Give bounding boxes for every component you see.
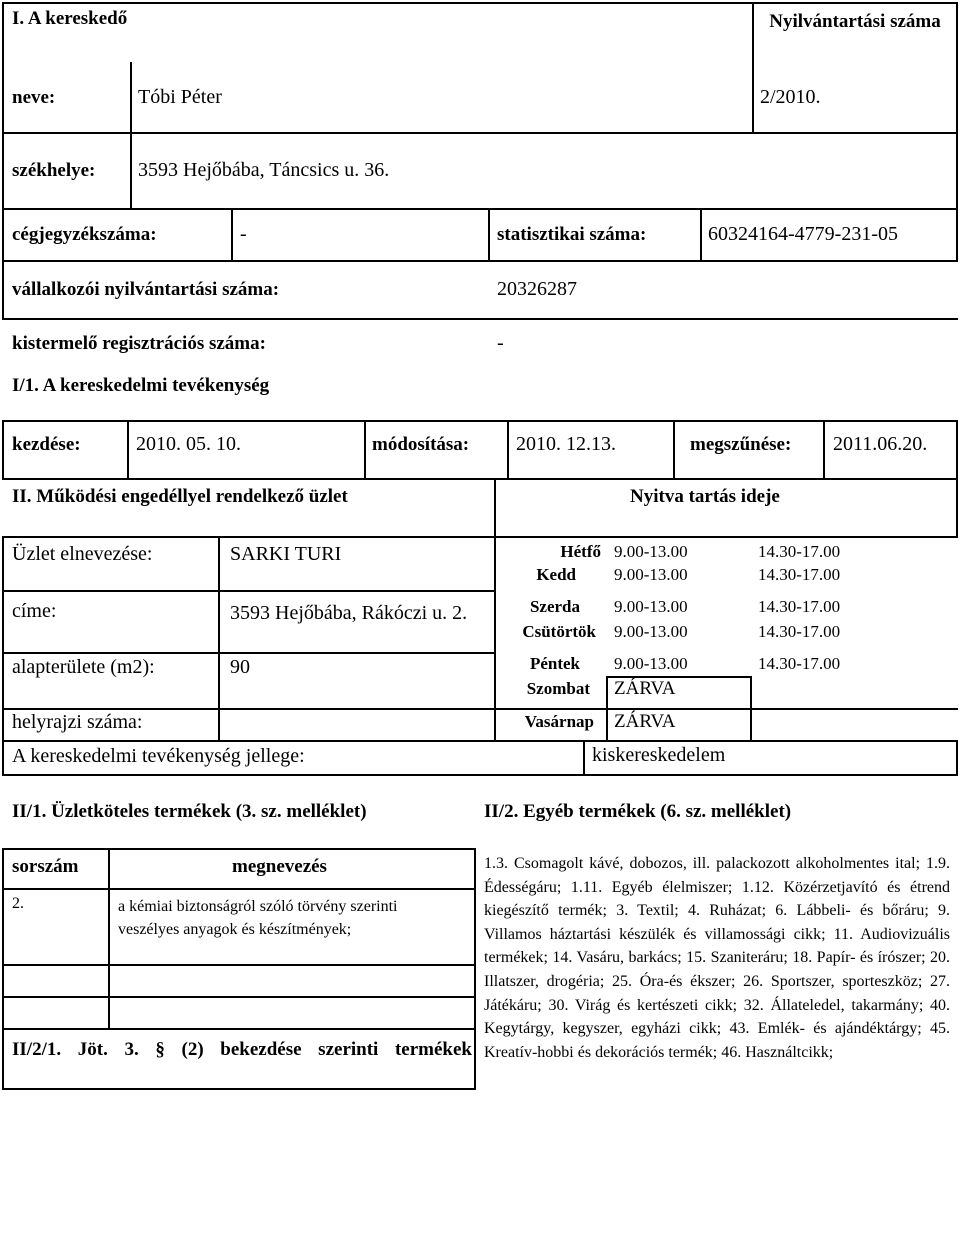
stat-value: 60324164-4779-231-05 [708, 223, 898, 245]
producer-label: kistermelő regisztrációs száma: [12, 333, 266, 354]
hours-morning: 9.00-13.00 [614, 622, 688, 641]
shop-address-value: 3593 Hejőbába, Rákóczi u. 2. [230, 602, 468, 624]
licensed-products-title: II/1. Üzletköteles termékek (3. sz. melléklet) [12, 801, 367, 822]
hours-morning: 9.00-13.00 [614, 565, 688, 584]
other-products-title: II/2. Egyéb termékek (6. sz. melléklet) [484, 801, 792, 822]
hours-afternoon: 14.30-17.00 [758, 597, 841, 616]
jot-products-title: II/2/1. Jöt. 3. § (2) bekezdése szerinti termékek [12, 1039, 472, 1060]
hours-morning: 9.00-13.00 [614, 542, 688, 561]
company-reg-label: cégjegyzékszáma: [12, 224, 157, 245]
shop-address-label: címe: [12, 600, 57, 622]
product-name: a kémiai biztonságról szóló törvény szerinti veszélyes anyagok és készítmények; [118, 898, 398, 938]
shop-parcel-label: helyrajzi száma: [12, 711, 143, 733]
modified-label: módosítása: [372, 434, 470, 455]
shop-nature-label: A kereskedelmi tevékenység jellege: [12, 745, 305, 767]
other-products-text: 1.3. Csomagolt kávé, dobozos, ill. palackozott alkoholmentes ital; 1.9. Édességáru; 1.11. Egyéb élelmiszer; 1.12. Közérzetjavító és étrend kiegészítő termék; 3. Textil; 4. Ruházat; 6. Lábbeli- és bőráru; 9. Villamos háztartási készülék és villamossági cikk; 11. Audiovizuális termékek; 14. Vasáru, barkács; 15. Szaniteráru; 18. Papír- és írószer; 20. Illatszer, drogéria; 25. Óra-és ékszer; 26. Sportszer, sporteszköz; 27. Játékáru; 30. Virág és kertészeti cikk; 32. Állateledel, takarmány; 40. Kegytárgy, kegyszer, egyházi cikk; 43. Emlék- és ajándéktárgy; 45. Kreatív-hobbi és dekorációs termék; 46. Használtcikk; [484, 855, 950, 1061]
modified-value: 2010. 12.13. [516, 433, 616, 455]
shop-name-value: SARKI TURI [230, 543, 342, 565]
hours-day: Vasárnap [524, 712, 594, 731]
merchant-name: Tóbi Péter [138, 86, 222, 108]
company-reg-value: - [240, 223, 247, 245]
hours-day: Szombat [526, 679, 590, 698]
entrepreneur-label: vállalkozói nyilvántartási száma: [12, 279, 280, 300]
hours-day: Csütörtök [522, 622, 596, 641]
end-label: megszűnése: [690, 434, 792, 455]
producer-value: - [497, 332, 504, 354]
name-label: neve: [12, 87, 56, 108]
hours-afternoon: 14.30-17.00 [758, 565, 841, 584]
hours-day: Péntek [529, 654, 580, 673]
hours-title: Nyitva tartás ideje [630, 486, 780, 507]
merchant-section-title: I. A kereskedő [12, 8, 128, 29]
start-value: 2010. 05. 10. [136, 433, 241, 455]
hours-morning: ZÁRVA [614, 678, 676, 699]
seat-value: 3593 Hejőbába, Táncsics u. 36. [138, 159, 390, 181]
start-label: kezdése: [12, 434, 81, 455]
hours-afternoon: 14.30-17.00 [758, 654, 841, 673]
activity-section-title: I/1. A kereskedelmi tevékenység [12, 375, 270, 396]
shop-area-value: 90 [230, 656, 250, 678]
product-number: 2. [12, 895, 24, 912]
col-number-header: sorszám [12, 856, 79, 877]
shop-section-title: II. Működési engedéllyel rendelkező üzlet [12, 486, 348, 507]
hours-day: Hétfő [560, 542, 601, 561]
hours-afternoon: 14.30-17.00 [758, 542, 841, 561]
hours-afternoon: 14.30-17.00 [758, 622, 841, 641]
hours-morning: ZÁRVA [614, 711, 676, 732]
entrepreneur-value: 20326287 [497, 278, 577, 300]
end-value: 2011.06.20. [833, 433, 928, 455]
stat-label: statisztikai száma: [497, 224, 647, 245]
registration-number: 2/2010. [760, 86, 821, 108]
hours-morning: 9.00-13.00 [614, 597, 688, 616]
shop-nature-value: kiskereskedelem [592, 744, 726, 766]
seat-label: székhelye: [12, 160, 96, 181]
hours-day: Szerda [529, 597, 580, 616]
registration-number-header: Nyilvántartási száma [769, 11, 941, 32]
hours-morning: 9.00-13.00 [614, 654, 688, 673]
shop-area-label: alapterülete (m2): [12, 656, 155, 678]
shop-name-label: Üzlet elnevezése: [12, 543, 153, 565]
col-name-header: megnevezés [232, 856, 327, 877]
hours-day: Kedd [536, 565, 576, 584]
